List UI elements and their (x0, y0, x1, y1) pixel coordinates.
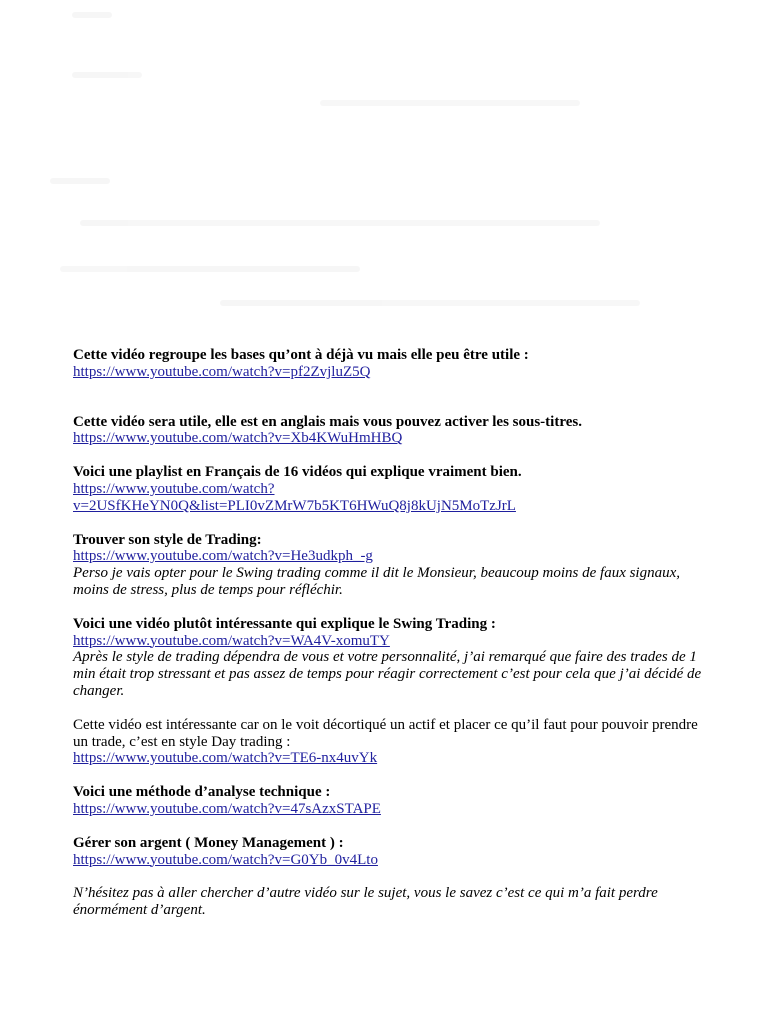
youtube-link[interactable]: https://www.youtube.com/watch?v=Xb4KWuHmHBQ (73, 430, 403, 447)
section-day-trading (73, 717, 713, 767)
bleed-through-residue (20, 0, 748, 340)
section-swing-trading (73, 616, 713, 700)
section-heading: Voici une vidéo plutôt intéressante qui explique le Swing Trading : (73, 615, 496, 632)
section-money-management (73, 835, 713, 869)
youtube-link[interactable]: https://www.youtube.com/watch?v=47sAzxSTAPE (73, 800, 381, 817)
closing-note (73, 885, 713, 919)
section-note: Après le style de trading dépendra de vous et votre personnalité, j’ai remarqué que faire des trades de 1 min était trop stressant et pas assez de temps pour réagir correctement c’est pour cela que j’ai décidé de changer. (73, 649, 702, 699)
closing-text: N’hésitez pas à aller chercher d’autre vidéo sur le sujet, vous le savez c’est ce qui m’a fait perdre énormément d’argent. (73, 885, 658, 919)
youtube-link[interactable]: https://www.youtube.com/watch?v=He3udkph_-g (73, 548, 373, 565)
section-heading: Trouver son style de Trading: (73, 531, 262, 548)
playlist-link-line2[interactable]: v=2USfKHeYN0Q&list=PLI0vZMrW7b5KT6HWuQ8j8kUjN5MoTzJrL (73, 497, 516, 514)
section-playlist (73, 464, 713, 514)
playlist-link-line1[interactable]: https://www.youtube.com/watch? (73, 480, 275, 497)
section-text: Cette vidéo est intéressante car on le voit décortiqué un actif et placer ce qu’il faut pour pouvoir prendre un trade, c’est en style Day trading : (73, 716, 698, 750)
section-trading-style (73, 532, 713, 599)
youtube-link[interactable]: https://www.youtube.com/watch?v=G0Yb_0v4Lto (73, 851, 378, 868)
section-heading: Voici une méthode d’analyse technique : (73, 784, 331, 801)
document-content (73, 347, 713, 919)
section-note: Perso je vais opter pour le Swing trading comme il dit le Monsieur, beaucoup moins de faux signaux, moins de stress, plus de temps pour réfléchir. (73, 565, 681, 598)
section-basics (73, 347, 713, 381)
youtube-link[interactable]: https://www.youtube.com/watch?v=TE6-nx4uvYk (73, 750, 378, 767)
section-technical-analysis (73, 784, 713, 818)
section-heading: Cette vidéo sera utile, elle est en anglais mais vous pouvez activer les sous-titres. (73, 413, 582, 430)
section-english-video (73, 414, 713, 448)
section-heading: Gérer son argent ( Money Management ) : (73, 834, 344, 851)
section-heading: Voici une playlist en Français de 16 vidéos qui explique vraiment bien. (73, 464, 522, 481)
youtube-link[interactable]: https://www.youtube.com/watch?v=WA4V-xomuTY (73, 632, 390, 649)
youtube-link[interactable]: https://www.youtube.com/watch?v=pf2ZvjluZ5Q (73, 363, 371, 380)
section-heading: Cette vidéo regroupe les bases qu’ont à déjà vu mais elle peu être utile : (73, 347, 529, 363)
